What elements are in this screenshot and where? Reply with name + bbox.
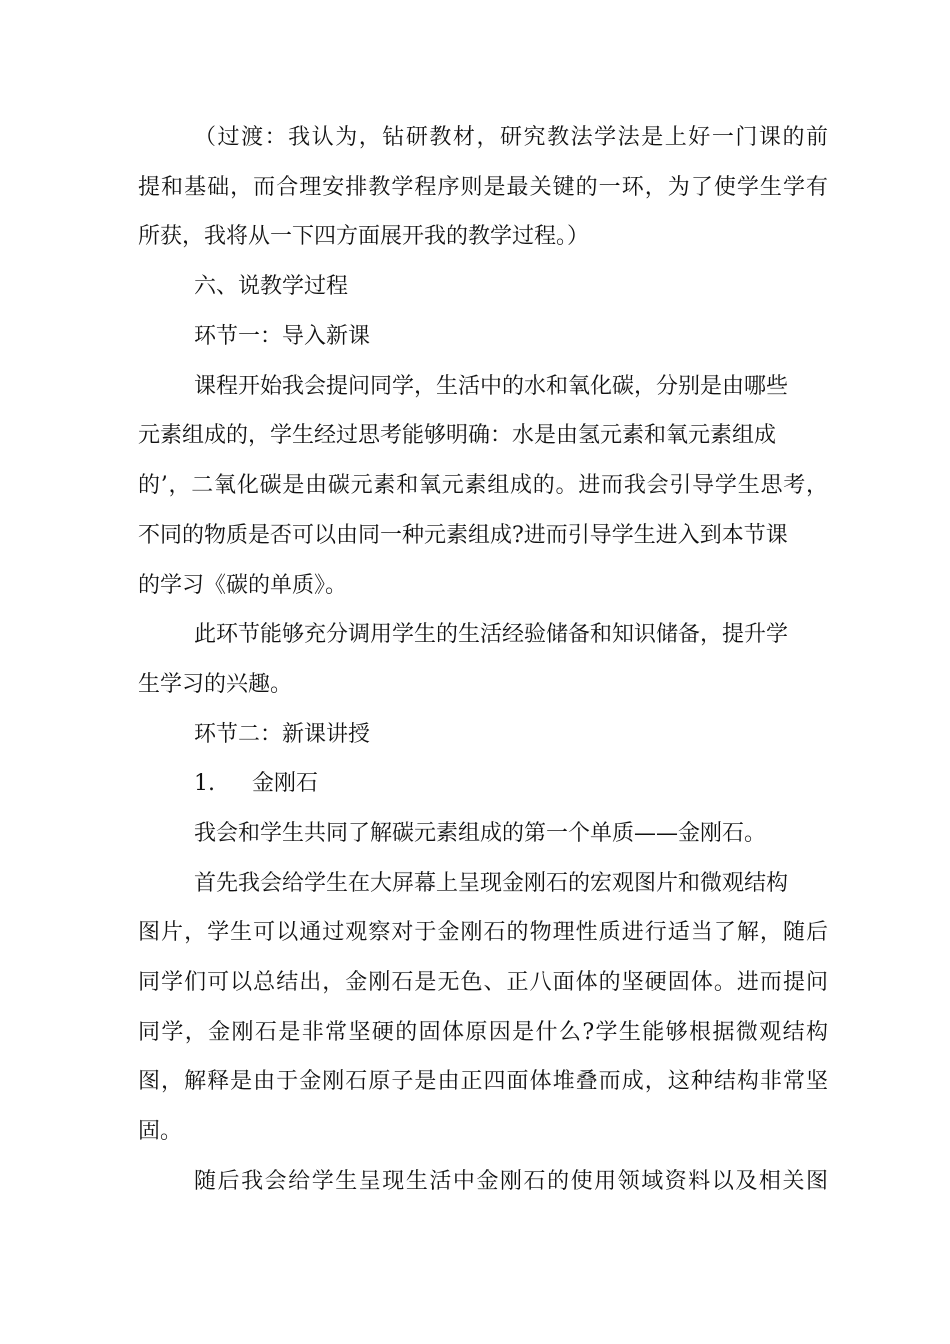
- transition-line-2: 提和基础，而合理安排教学程序则是最关键的一环，为了使学生学有: [138, 175, 828, 200]
- transition-line-1: （过渡：我认为，钻研教材，研究教法学法是上好一门课的前: [194, 125, 828, 150]
- item1-para2-line-6: 固。: [138, 1119, 183, 1144]
- item1-para2-line-3: 同学们可以总结出，金刚石是无色、正八面体的坚硬固体。进而提问: [138, 970, 828, 995]
- stage1-para1-line-3: 的’，二氧化碳是由碳元素和氧元素组成的。进而我会引导学生思考，: [138, 473, 828, 498]
- stage2-heading: 环节二：新课讲授: [194, 722, 371, 747]
- stage1-para1-line-2: 元素组成的，学生经过思考能够明确：水是由氢元素和氧元素组成: [138, 423, 777, 448]
- item1-para2-line-5: 图，解释是由于金刚石原子是由正四面体堆叠而成，这种结构非常坚: [138, 1069, 828, 1094]
- item1-para2-line-1: 首先我会给学生在大屏幕上呈现金刚石的宏观图片和微观结构: [194, 871, 789, 896]
- item-number: 1.: [194, 771, 215, 796]
- stage1-heading: 环节一：导入新课: [194, 324, 371, 349]
- item1-para2-line-2: 图片，学生可以通过观察对于金刚石的物理性质进行适当了解，随后: [138, 920, 828, 945]
- section-heading: 六、说教学过程: [194, 274, 349, 299]
- transition-line-3: 所获，我将从一下四方面展开我的教学过程。）: [138, 224, 590, 249]
- stage1-para1-line-4: 不同的物质是否可以由同一种元素组成?进而引导学生进入到本节课: [138, 523, 788, 548]
- numbered-item-diamond: [194, 762, 828, 806]
- item1-para2-line-4: 同学，金刚石是非常坚硬的固体原因是什么?学生能够根据微观结构: [138, 1020, 828, 1045]
- stage1-para2-line-1: 此环节能够充分调用学生的生活经验储备和知识储备，提升学: [194, 622, 789, 647]
- stage1-para1-line-1: 课程开始我会提问同学，生活中的水和氧化碳，分别是由哪些: [194, 374, 789, 399]
- stage1-para1-line-5: 的学习《碳的单质》。: [138, 573, 348, 598]
- item1-para3-line-1: 随后我会给学生呈现生活中金刚石的使用领域资料以及相关图: [194, 1169, 828, 1194]
- stage1-para2-line-2: 生学习的兴趣。: [138, 672, 293, 697]
- item-title: 金刚石: [252, 771, 319, 796]
- item1-para1: 我会和学生共同了解碳元素组成的第一个单质——金刚石。: [194, 821, 767, 846]
